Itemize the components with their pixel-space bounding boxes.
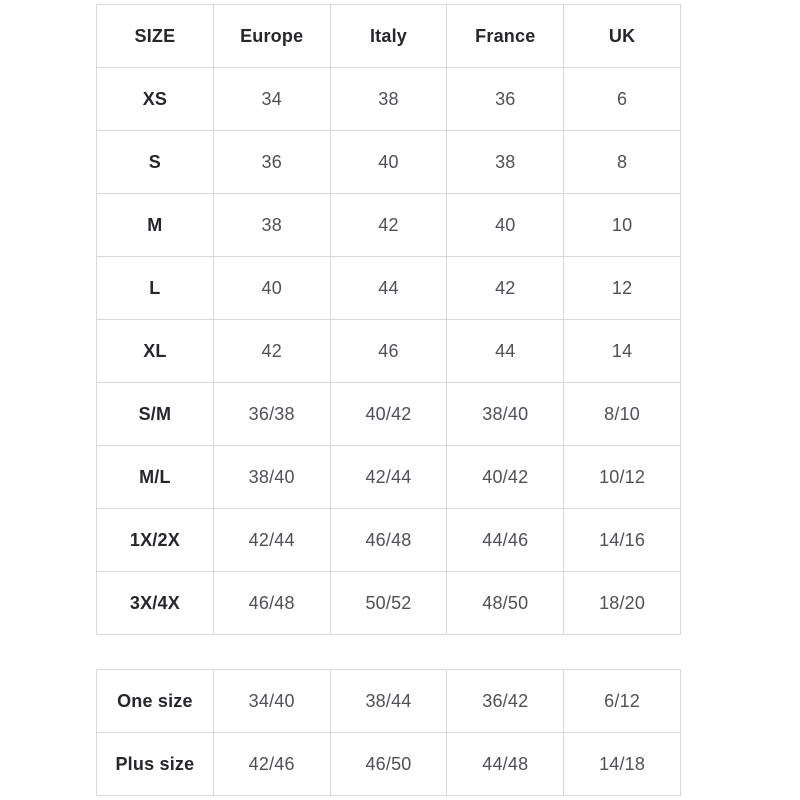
row-label: S/M — [97, 383, 214, 446]
column-header: Italy — [330, 5, 447, 68]
size-value-cell: 46/50 — [330, 733, 447, 796]
size-value-cell: 42 — [330, 194, 447, 257]
size-value-cell: 38/40 — [447, 383, 564, 446]
row-label: One size — [97, 670, 214, 733]
column-header: UK — [564, 5, 681, 68]
size-value-cell: 42 — [213, 320, 330, 383]
column-header: France — [447, 5, 564, 68]
size-value-cell: 34/40 — [213, 670, 330, 733]
size-value-cell: 38/40 — [213, 446, 330, 509]
size-value-cell: 38 — [447, 131, 564, 194]
size-value-cell: 10 — [564, 194, 681, 257]
table-row — [97, 131, 681, 194]
row-label: XS — [97, 68, 214, 131]
table-row — [97, 383, 681, 446]
row-label: 3X/4X — [97, 572, 214, 635]
size-value-cell: 46/48 — [330, 509, 447, 572]
size-value-cell: 44/48 — [447, 733, 564, 796]
size-value-cell: 46 — [330, 320, 447, 383]
special-sizes-table — [96, 669, 681, 796]
row-label: M/L — [97, 446, 214, 509]
size-value-cell: 10/12 — [564, 446, 681, 509]
size-value-cell: 6/12 — [564, 670, 681, 733]
size-value-cell: 40 — [330, 131, 447, 194]
size-value-cell: 8 — [564, 131, 681, 194]
table-row — [97, 572, 681, 635]
size-value-cell: 6 — [564, 68, 681, 131]
size-value-cell: 48/50 — [447, 572, 564, 635]
size-value-cell: 34 — [213, 68, 330, 131]
table-row — [97, 733, 681, 796]
size-value-cell: 42/44 — [213, 509, 330, 572]
row-label: 1X/2X — [97, 509, 214, 572]
size-value-cell: 44 — [330, 257, 447, 320]
size-guide-page — [96, 4, 681, 796]
row-label: XL — [97, 320, 214, 383]
size-value-cell: 36/42 — [447, 670, 564, 733]
row-label: S — [97, 131, 214, 194]
size-value-cell: 46/48 — [213, 572, 330, 635]
size-value-cell: 42 — [447, 257, 564, 320]
table-row — [97, 509, 681, 572]
size-value-cell: 14 — [564, 320, 681, 383]
size-value-cell: 36 — [447, 68, 564, 131]
size-value-cell: 50/52 — [330, 572, 447, 635]
size-value-cell: 38/44 — [330, 670, 447, 733]
size-value-cell: 44 — [447, 320, 564, 383]
table-row — [97, 670, 681, 733]
row-label: M — [97, 194, 214, 257]
size-value-cell: 40/42 — [447, 446, 564, 509]
table-row — [97, 194, 681, 257]
size-value-cell: 36 — [213, 131, 330, 194]
size-value-cell: 14/18 — [564, 733, 681, 796]
size-value-cell: 38 — [330, 68, 447, 131]
size-value-cell: 42/44 — [330, 446, 447, 509]
table-row — [97, 68, 681, 131]
size-value-cell: 44/46 — [447, 509, 564, 572]
size-value-cell: 8/10 — [564, 383, 681, 446]
column-header: SIZE — [97, 5, 214, 68]
size-value-cell: 40 — [447, 194, 564, 257]
size-conversion-table — [96, 4, 681, 635]
size-value-cell: 36/38 — [213, 383, 330, 446]
size-value-cell: 18/20 — [564, 572, 681, 635]
row-label: Plus size — [97, 733, 214, 796]
header-row — [97, 5, 681, 68]
size-value-cell: 12 — [564, 257, 681, 320]
size-value-cell: 40 — [213, 257, 330, 320]
table-row — [97, 257, 681, 320]
size-value-cell: 38 — [213, 194, 330, 257]
table-row — [97, 446, 681, 509]
row-label: L — [97, 257, 214, 320]
table-row — [97, 320, 681, 383]
column-header: Europe — [213, 5, 330, 68]
size-value-cell: 14/16 — [564, 509, 681, 572]
size-value-cell: 40/42 — [330, 383, 447, 446]
table-gap — [96, 635, 681, 669]
size-value-cell: 42/46 — [213, 733, 330, 796]
